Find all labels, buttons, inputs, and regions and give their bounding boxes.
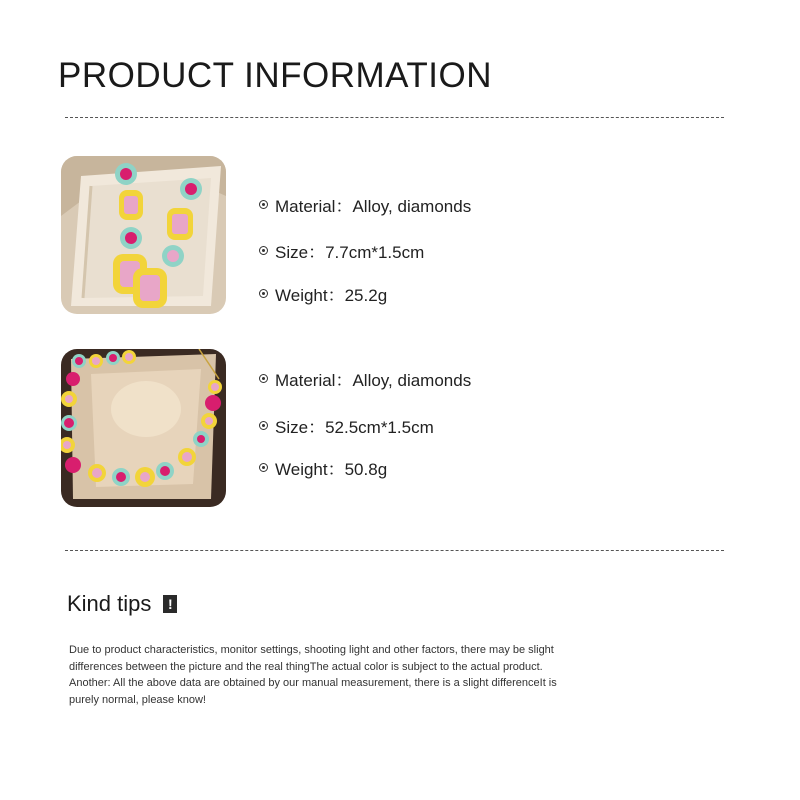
exclamation-icon: !: [163, 595, 177, 613]
disclaimer-line: Due to product characteristics, monitor settings, shooting light and other factors, there may be slight: [69, 644, 554, 656]
page-title: PRODUCT INFORMATION: [58, 56, 493, 95]
spec-material-2: [259, 366, 471, 391]
spec-text: Material：Alloy, diamonds: [275, 197, 472, 216]
tips-heading-text: Kind tips: [67, 591, 152, 616]
bullet-icon: [259, 246, 268, 255]
kind-tips-heading: [67, 591, 177, 617]
spec-size-2: [259, 413, 434, 438]
bullet-icon: [259, 421, 268, 430]
spec-weight-1: [259, 281, 387, 306]
spec-text: Material：Alloy, diamonds: [275, 371, 472, 390]
earrings-image: [61, 156, 226, 314]
top-divider: [65, 117, 724, 118]
disclaimer-line: purely normal, please know!: [69, 693, 206, 706]
disclaimer-line: differences between the picture and the real thingThe actual color is subject to the actual product.: [69, 660, 543, 673]
necklace-image: [61, 349, 226, 507]
spec-text: Size：52.5cm*1.5cm: [275, 418, 434, 437]
bullet-icon: [259, 463, 268, 472]
disclaimer-text: [69, 642, 659, 708]
bullet-icon: [259, 200, 268, 209]
disclaimer-line: Another: All the above data are obtained by our manual measurement, there is a slight differenceIt is: [69, 677, 557, 689]
spec-material-1: [259, 192, 471, 217]
spec-text: Weight：25.2g: [275, 286, 388, 305]
bottom-divider: [65, 550, 724, 551]
spec-weight-2: [259, 455, 387, 480]
spec-size-1: [259, 238, 424, 263]
spec-text: Weight：50.8g: [275, 460, 388, 479]
bullet-icon: [259, 289, 268, 298]
spec-text: Size：7.7cm*1.5cm: [275, 243, 425, 262]
bullet-icon: [259, 374, 268, 383]
